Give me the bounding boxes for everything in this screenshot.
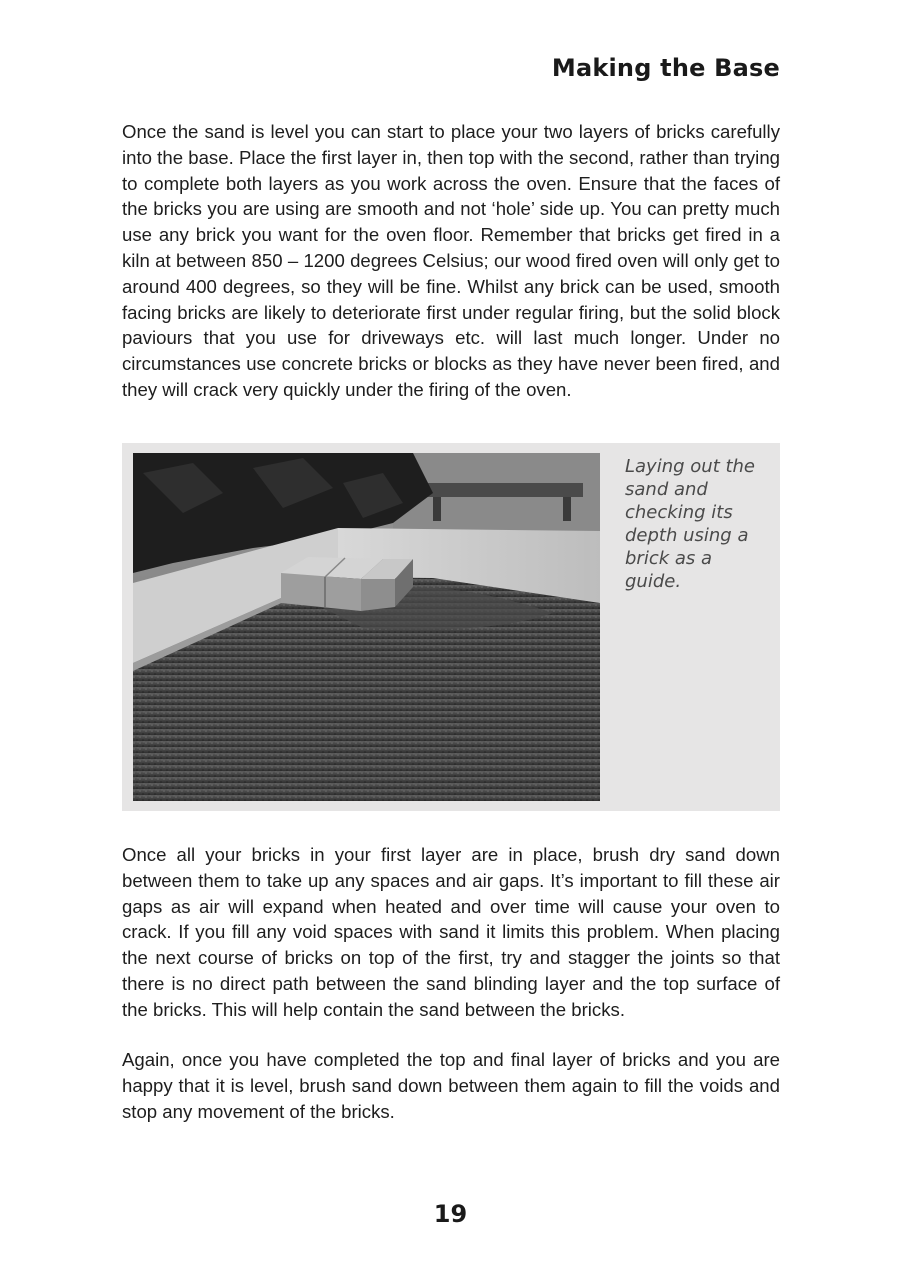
page-number: 19 — [433, 1200, 468, 1228]
page-title: Making the Base — [551, 54, 780, 82]
body-paragraph: Once all your bricks in your first layer are in place, brush dry sand down between them to take up any spaces and air gaps. It’s important to fill these air gaps as air will expand when heated and over time will cause your oven to crack. If you fill any void spaces with sand it limits this problem. When placing the next course of bricks on top of the first, try and stagger the joints so that there is no direct path between the sand blinding layer and the top surface of the bricks. This will help contain the sand between the bricks. — [122, 844, 780, 1020]
body-paragraph: Once the sand is level you can start to place your two layers of bricks carefully into the base. Place the first layer in, then top with the second, rather than trying to complete both layers as you work across the oven. Ensure that the faces of the bricks you are using are smooth and not ‘hole’ side up. You can pretty much use any brick you want for the oven floor. Remember that bricks get fired in a kiln at between 850 – 1200 degrees Celsius; our wood fired oven will only get to around 400 degrees, so they will be fine. Whilst any brick can be used, smooth facing bricks are likely to deteriorate first under regular firing, but the solid block paviours that you use for driveways etc. will last much longer. Under no circumstances use concrete bricks or blocks as they have never been fired, and they will crack very quickly under the firing of the oven. — [122, 121, 780, 400]
body-paragraph: Again, once you have completed the top and final layer of bricks and you are happy that it is level, brush sand down between them again to fill the voids and stop any movement of the bricks. — [122, 1049, 780, 1122]
sand-bed-photo — [133, 453, 600, 801]
figure-caption: Laying out the sand and checking its depth using a brick as a guide. — [625, 456, 756, 592]
photo-illustration — [133, 453, 600, 801]
figure-panel — [122, 443, 780, 811]
